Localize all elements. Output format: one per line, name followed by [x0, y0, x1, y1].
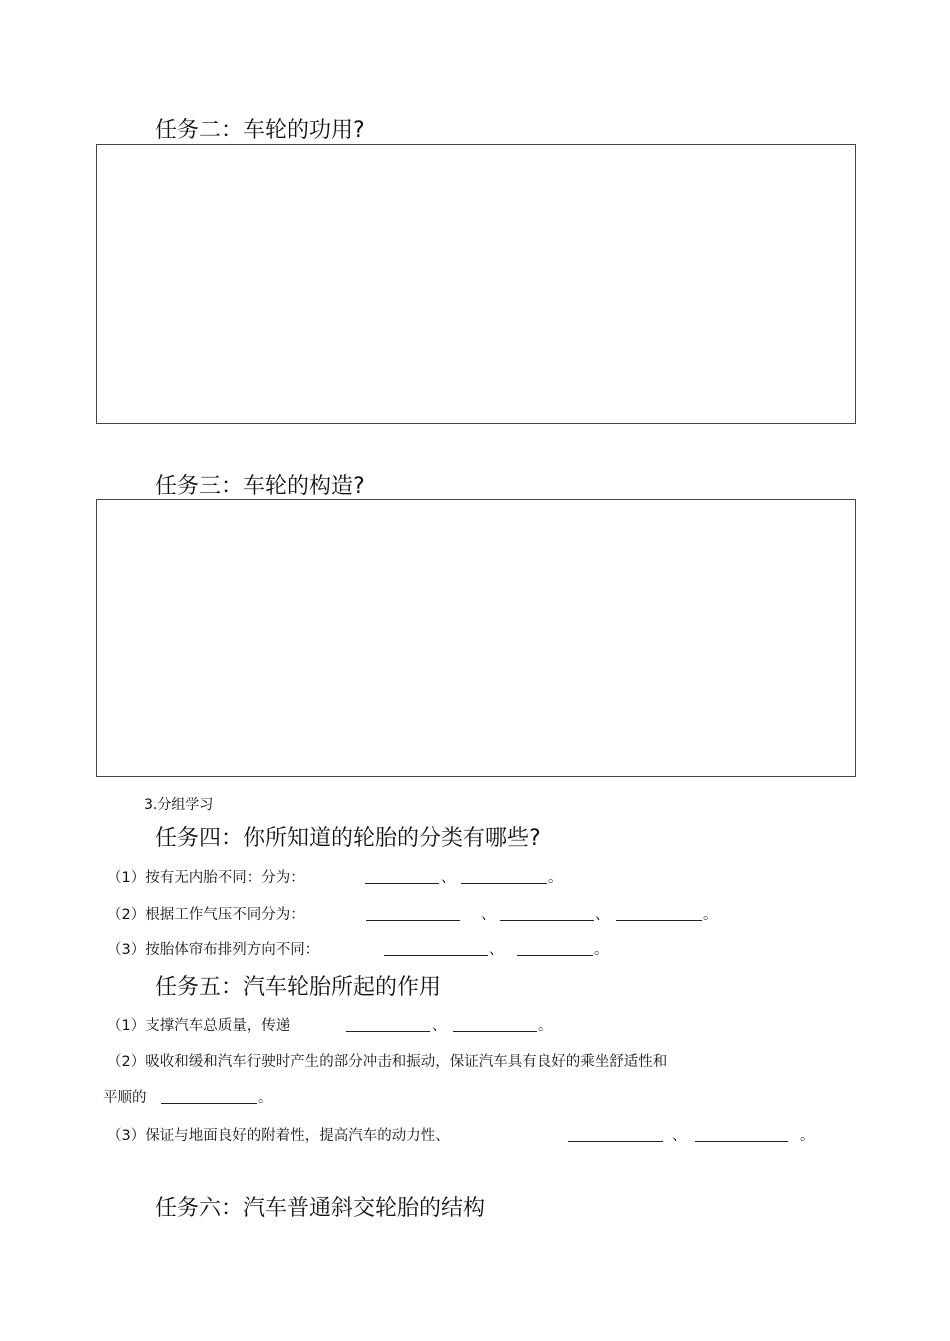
- section-label: 3.分组学习: [144, 797, 214, 813]
- task4-item3-blank-1[interactable]: [384, 940, 488, 956]
- task4-item3-label: （3）按胎体帘布排列方向不同：: [107, 942, 320, 958]
- task4-item2-sep2: 、: [595, 907, 610, 923]
- task2-answer-box[interactable]: [96, 144, 856, 424]
- task5-item1-sep: 、: [432, 1018, 447, 1034]
- task5-item1-blank-2[interactable]: [453, 1016, 537, 1032]
- task4-item2-label: （2）根据工作气压不同分为：: [107, 907, 305, 923]
- task4-item3-blank-2[interactable]: [517, 940, 593, 956]
- task5-item2-blank[interactable]: [161, 1088, 257, 1104]
- task4-item1-blank-2[interactable]: [461, 868, 547, 884]
- task4-item3-end: 。: [594, 942, 609, 958]
- task5-item3-end: 。: [800, 1128, 815, 1144]
- task2-title: 任务二：车轮的功用?: [155, 118, 365, 143]
- task5-item3-blank-2[interactable]: [695, 1126, 788, 1142]
- task5-item1-end: 。: [538, 1018, 553, 1034]
- task4-item2-blank-2[interactable]: [500, 905, 594, 921]
- task5-item2-end: 。: [258, 1090, 273, 1106]
- task4-item2-blank-3[interactable]: [616, 905, 702, 921]
- task5-item3-blank-1[interactable]: [568, 1126, 663, 1142]
- task4-item2-end: 。: [703, 907, 718, 923]
- task4-item1-end: 。: [548, 870, 563, 886]
- task4-item2-blank-1[interactable]: [366, 905, 460, 921]
- task5-item3-sep: 、: [672, 1128, 687, 1144]
- task5-item1-blank-1[interactable]: [346, 1016, 430, 1032]
- task4-item3-sep: 、: [489, 942, 504, 958]
- task4-item1-label: （1）按有无内胎不同：分为：: [107, 870, 305, 886]
- task5-item3-label: （3）保证与地面良好的附着性，提高汽车的动力性、: [107, 1128, 450, 1144]
- task5-item2-cont: 平顺的: [103, 1090, 147, 1106]
- task4-item1-blank-1[interactable]: [365, 868, 439, 884]
- task4-item1-sep: 、: [441, 870, 456, 886]
- task5-title: 任务五：汽车轮胎所起的作用: [155, 975, 442, 1000]
- task4-title: 任务四：你所知道的轮胎的分类有哪些?: [155, 826, 541, 851]
- task3-title: 任务三：车轮的构造?: [155, 474, 365, 499]
- task5-item2-label: （2）吸收和缓和汽车行驶时产生的部分冲击和振动，保证汽车具有良好的乘坐舒适性和: [107, 1054, 668, 1070]
- task4-item2-sep1: 、: [481, 907, 496, 923]
- task3-answer-box[interactable]: [96, 499, 856, 777]
- task6-title: 任务六：汽车普通斜交轮胎的结构: [155, 1196, 486, 1221]
- task5-item1-label: （1）支撑汽车总质量，传递: [107, 1018, 291, 1034]
